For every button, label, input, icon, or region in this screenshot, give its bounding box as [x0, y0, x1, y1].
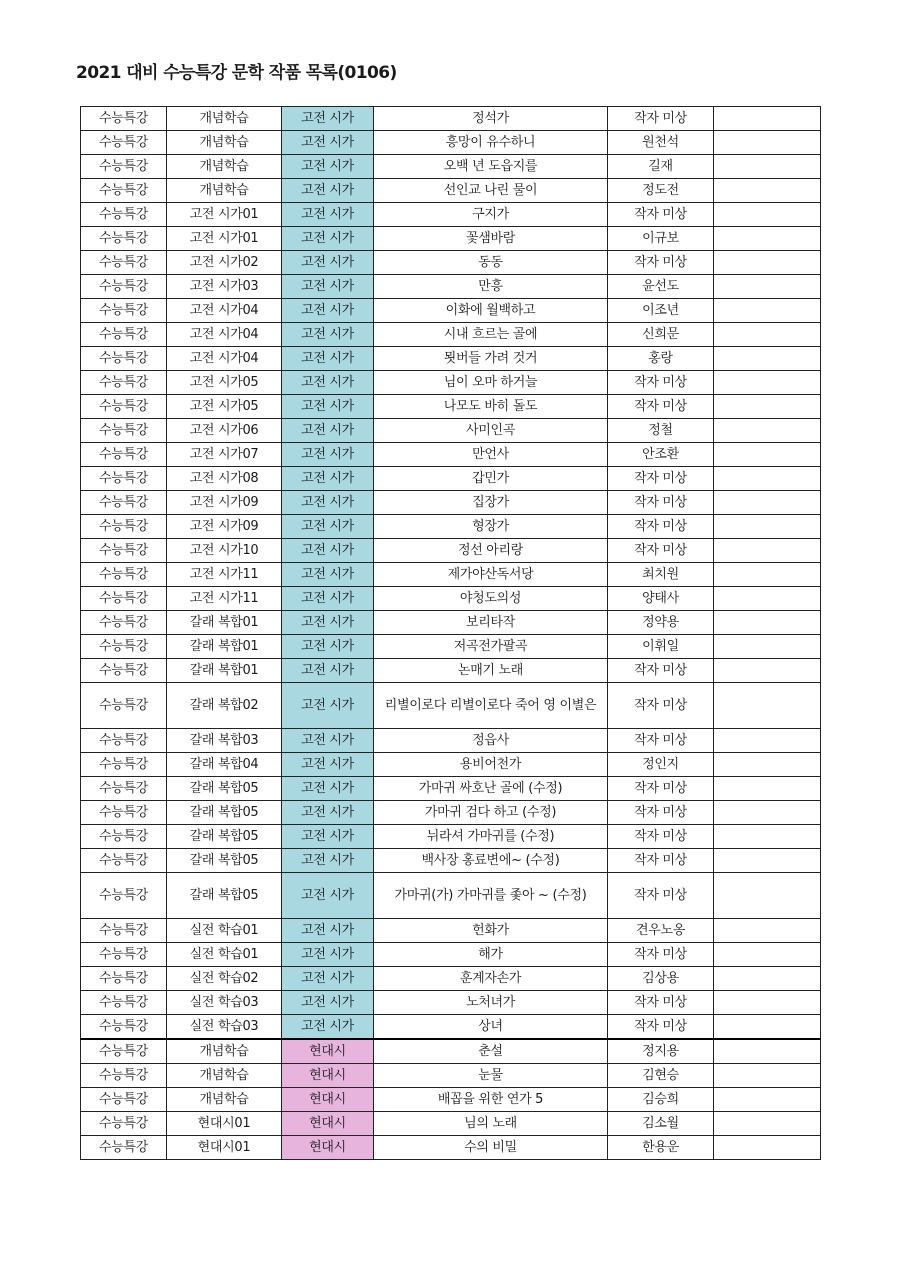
table-row [81, 347, 821, 371]
table-row [81, 275, 821, 299]
note-cell [714, 131, 821, 155]
book-cell: 수능특강 [81, 967, 167, 991]
table-row [81, 395, 821, 419]
unit-cell: 고전 시가03 [167, 275, 282, 299]
genre-cell: 고전 시가 [282, 395, 374, 419]
author-cell: 이조년 [608, 299, 714, 323]
genre-cell: 고전 시가 [282, 991, 374, 1015]
document-title: 2021 대비 수능특강 문학 작품 목록(0106) [76, 63, 397, 83]
table-row [81, 873, 821, 919]
genre-cell: 고전 시가 [282, 443, 374, 467]
table-row [81, 825, 821, 849]
author-cell: 정철 [608, 419, 714, 443]
genre-cell: 고전 시가 [282, 801, 374, 825]
author-cell: 원천석 [608, 131, 714, 155]
table-row [81, 1088, 821, 1112]
book-cell: 수능특강 [81, 395, 167, 419]
unit-cell: 고전 시가07 [167, 443, 282, 467]
note-cell [714, 539, 821, 563]
unit-cell: 갈래 복합05 [167, 873, 282, 919]
author-cell: 작자 미상 [608, 251, 714, 275]
book-cell: 수능특강 [81, 777, 167, 801]
title-cell: 배꼽을 위한 연가 5 [374, 1088, 608, 1112]
work-list-body [81, 107, 821, 1160]
author-cell: 한용운 [608, 1136, 714, 1160]
note-cell [714, 299, 821, 323]
title-cell: 리별이로다 리별이로다 죽어 영 이별은 [374, 683, 608, 729]
unit-cell: 고전 시가05 [167, 395, 282, 419]
book-cell: 수능특강 [81, 131, 167, 155]
unit-cell: 갈래 복합02 [167, 683, 282, 729]
unit-cell: 개념학습 [167, 107, 282, 131]
note-cell [714, 825, 821, 849]
unit-cell: 고전 시가01 [167, 227, 282, 251]
table-row [81, 563, 821, 587]
author-cell: 작자 미상 [608, 515, 714, 539]
table-row [81, 635, 821, 659]
unit-cell: 고전 시가10 [167, 539, 282, 563]
title-cell: 시내 흐르는 골에 [374, 323, 608, 347]
genre-cell: 고전 시가 [282, 467, 374, 491]
table-row [81, 539, 821, 563]
genre-cell: 고전 시가 [282, 491, 374, 515]
genre-cell: 고전 시가 [282, 919, 374, 943]
author-cell: 홍랑 [608, 347, 714, 371]
genre-cell: 고전 시가 [282, 155, 374, 179]
unit-cell: 실전 학습03 [167, 991, 282, 1015]
note-cell [714, 587, 821, 611]
author-cell: 작자 미상 [608, 729, 714, 753]
table-row [81, 179, 821, 203]
title-cell: 집장가 [374, 491, 608, 515]
title-cell: 갑민가 [374, 467, 608, 491]
unit-cell: 현대시01 [167, 1112, 282, 1136]
title-cell: 훈계자손가 [374, 967, 608, 991]
note-cell [714, 563, 821, 587]
genre-cell: 고전 시가 [282, 539, 374, 563]
title-cell: 정읍사 [374, 729, 608, 753]
unit-cell: 고전 시가01 [167, 203, 282, 227]
table-row [81, 849, 821, 873]
unit-cell: 갈래 복합01 [167, 611, 282, 635]
author-cell: 작자 미상 [608, 659, 714, 683]
title-cell: 저곡전가팔곡 [374, 635, 608, 659]
author-cell: 윤선도 [608, 275, 714, 299]
unit-cell: 고전 시가02 [167, 251, 282, 275]
title-cell: 야청도의성 [374, 587, 608, 611]
genre-cell: 고전 시가 [282, 251, 374, 275]
unit-cell: 개념학습 [167, 179, 282, 203]
genre-cell: 고전 시가 [282, 967, 374, 991]
unit-cell: 고전 시가11 [167, 563, 282, 587]
title-cell: 꽃샘바람 [374, 227, 608, 251]
book-cell: 수능특강 [81, 251, 167, 275]
book-cell: 수능특강 [81, 1088, 167, 1112]
title-cell: 정석가 [374, 107, 608, 131]
note-cell [714, 275, 821, 299]
author-cell: 작자 미상 [608, 203, 714, 227]
book-cell: 수능특강 [81, 155, 167, 179]
title-cell: 정선 아리랑 [374, 539, 608, 563]
author-cell: 견우노옹 [608, 919, 714, 943]
unit-cell: 개념학습 [167, 1064, 282, 1088]
table-row [81, 155, 821, 179]
book-cell: 수능특강 [81, 563, 167, 587]
note-cell [714, 347, 821, 371]
title-cell: 용비어천가 [374, 753, 608, 777]
author-cell: 정지용 [608, 1039, 714, 1064]
book-cell: 수능특강 [81, 1039, 167, 1064]
author-cell: 김승희 [608, 1088, 714, 1112]
note-cell [714, 251, 821, 275]
note-cell [714, 203, 821, 227]
author-cell: 작자 미상 [608, 801, 714, 825]
author-cell: 작자 미상 [608, 849, 714, 873]
note-cell [714, 1039, 821, 1064]
table-row [81, 203, 821, 227]
title-cell: 뉘라셔 가마귀를 (수정) [374, 825, 608, 849]
note-cell [714, 1136, 821, 1160]
genre-cell: 고전 시가 [282, 659, 374, 683]
unit-cell: 갈래 복합05 [167, 777, 282, 801]
table-row [81, 967, 821, 991]
author-cell: 정도전 [608, 179, 714, 203]
book-cell: 수능특강 [81, 849, 167, 873]
table-row [81, 107, 821, 131]
title-cell: 묏버들 가려 것거 [374, 347, 608, 371]
book-cell: 수능특강 [81, 729, 167, 753]
genre-cell: 고전 시가 [282, 563, 374, 587]
author-cell: 작자 미상 [608, 825, 714, 849]
table-row [81, 491, 821, 515]
unit-cell: 고전 시가04 [167, 299, 282, 323]
book-cell: 수능특강 [81, 107, 167, 131]
book-cell: 수능특강 [81, 919, 167, 943]
note-cell [714, 1064, 821, 1088]
unit-cell: 개념학습 [167, 131, 282, 155]
genre-cell: 고전 시가 [282, 729, 374, 753]
book-cell: 수능특강 [81, 323, 167, 347]
unit-cell: 갈래 복합01 [167, 635, 282, 659]
author-cell: 정인지 [608, 753, 714, 777]
table-row [81, 943, 821, 967]
table-row [81, 919, 821, 943]
table-row [81, 1015, 821, 1040]
genre-cell: 고전 시가 [282, 299, 374, 323]
note-cell [714, 1015, 821, 1040]
author-cell: 정약용 [608, 611, 714, 635]
unit-cell: 고전 시가04 [167, 323, 282, 347]
unit-cell: 고전 시가04 [167, 347, 282, 371]
note-cell [714, 491, 821, 515]
note-cell [714, 919, 821, 943]
note-cell [714, 659, 821, 683]
genre-cell: 고전 시가 [282, 275, 374, 299]
author-cell: 김현승 [608, 1064, 714, 1088]
title-cell: 상녀 [374, 1015, 608, 1040]
table-row [81, 611, 821, 635]
genre-cell: 고전 시가 [282, 371, 374, 395]
table-row [81, 131, 821, 155]
note-cell [714, 323, 821, 347]
title-cell: 눈물 [374, 1064, 608, 1088]
title-cell: 나모도 바히 돌도 [374, 395, 608, 419]
genre-cell: 고전 시가 [282, 347, 374, 371]
genre-cell: 고전 시가 [282, 419, 374, 443]
book-cell: 수능특강 [81, 659, 167, 683]
note-cell [714, 419, 821, 443]
genre-cell: 고전 시가 [282, 873, 374, 919]
title-cell: 만흥 [374, 275, 608, 299]
note-cell [714, 107, 821, 131]
author-cell: 작자 미상 [608, 371, 714, 395]
genre-cell: 고전 시가 [282, 635, 374, 659]
book-cell: 수능특강 [81, 515, 167, 539]
book-cell: 수능특강 [81, 299, 167, 323]
table-row [81, 515, 821, 539]
title-cell: 해가 [374, 943, 608, 967]
note-cell [714, 777, 821, 801]
book-cell: 수능특강 [81, 825, 167, 849]
book-cell: 수능특강 [81, 347, 167, 371]
genre-cell: 고전 시가 [282, 107, 374, 131]
genre-cell: 현대시 [282, 1136, 374, 1160]
note-cell [714, 395, 821, 419]
author-cell: 작자 미상 [608, 467, 714, 491]
unit-cell: 갈래 복합04 [167, 753, 282, 777]
table-row [81, 1064, 821, 1088]
title-cell: 오백 년 도읍지를 [374, 155, 608, 179]
book-cell: 수능특강 [81, 611, 167, 635]
unit-cell: 개념학습 [167, 155, 282, 179]
title-cell: 사미인곡 [374, 419, 608, 443]
author-cell: 작자 미상 [608, 991, 714, 1015]
genre-cell: 현대시 [282, 1064, 374, 1088]
book-cell: 수능특강 [81, 467, 167, 491]
note-cell [714, 1112, 821, 1136]
author-cell: 작자 미상 [608, 491, 714, 515]
book-cell: 수능특강 [81, 443, 167, 467]
book-cell: 수능특강 [81, 753, 167, 777]
title-cell: 동동 [374, 251, 608, 275]
book-cell: 수능특강 [81, 991, 167, 1015]
author-cell: 작자 미상 [608, 683, 714, 729]
author-cell: 안조환 [608, 443, 714, 467]
unit-cell: 개념학습 [167, 1039, 282, 1064]
book-cell: 수능특강 [81, 179, 167, 203]
title-cell: 백사장 홍료변에~ (수정) [374, 849, 608, 873]
title-cell: 노처녀가 [374, 991, 608, 1015]
table-row [81, 1112, 821, 1136]
author-cell: 작자 미상 [608, 777, 714, 801]
title-cell: 수의 비밀 [374, 1136, 608, 1160]
book-cell: 수능특강 [81, 203, 167, 227]
book-cell: 수능특강 [81, 943, 167, 967]
title-cell: 가마귀 싸호난 골에 (수정) [374, 777, 608, 801]
table-row [81, 753, 821, 777]
book-cell: 수능특강 [81, 1112, 167, 1136]
note-cell [714, 991, 821, 1015]
genre-cell: 고전 시가 [282, 323, 374, 347]
book-cell: 수능특강 [81, 419, 167, 443]
author-cell: 이규보 [608, 227, 714, 251]
author-cell: 신희문 [608, 323, 714, 347]
title-cell: 가마귀(가) 가마귀를 좇아 ~ (수정) [374, 873, 608, 919]
note-cell [714, 635, 821, 659]
book-cell: 수능특강 [81, 1136, 167, 1160]
title-cell: 보리타작 [374, 611, 608, 635]
title-cell: 만언사 [374, 443, 608, 467]
title-cell: 제가야산독서당 [374, 563, 608, 587]
unit-cell: 갈래 복합05 [167, 849, 282, 873]
unit-cell: 실전 학습02 [167, 967, 282, 991]
genre-cell: 고전 시가 [282, 179, 374, 203]
genre-cell: 현대시 [282, 1088, 374, 1112]
book-cell: 수능특강 [81, 1015, 167, 1040]
note-cell [714, 155, 821, 179]
genre-cell: 고전 시가 [282, 753, 374, 777]
author-cell: 김소월 [608, 1112, 714, 1136]
book-cell: 수능특강 [81, 371, 167, 395]
note-cell [714, 467, 821, 491]
book-cell: 수능특강 [81, 801, 167, 825]
table-row [81, 443, 821, 467]
note-cell [714, 849, 821, 873]
work-list-table [80, 106, 821, 1160]
note-cell [714, 611, 821, 635]
table-row [81, 299, 821, 323]
table-row [81, 371, 821, 395]
genre-cell: 고전 시가 [282, 849, 374, 873]
table-row [81, 467, 821, 491]
genre-cell: 고전 시가 [282, 1015, 374, 1040]
unit-cell: 갈래 복합05 [167, 801, 282, 825]
genre-cell: 고전 시가 [282, 683, 374, 729]
title-cell: 이화에 월백하고 [374, 299, 608, 323]
book-cell: 수능특강 [81, 1064, 167, 1088]
book-cell: 수능특강 [81, 683, 167, 729]
table-row [81, 991, 821, 1015]
book-cell: 수능특강 [81, 491, 167, 515]
book-cell: 수능특강 [81, 873, 167, 919]
note-cell [714, 515, 821, 539]
table-row [81, 729, 821, 753]
unit-cell: 실전 학습01 [167, 943, 282, 967]
unit-cell: 실전 학습01 [167, 919, 282, 943]
note-cell [714, 227, 821, 251]
book-cell: 수능특강 [81, 587, 167, 611]
title-cell: 헌화가 [374, 919, 608, 943]
genre-cell: 고전 시가 [282, 587, 374, 611]
author-cell: 길재 [608, 155, 714, 179]
unit-cell: 고전 시가09 [167, 515, 282, 539]
table-row [81, 419, 821, 443]
genre-cell: 현대시 [282, 1112, 374, 1136]
note-cell [714, 1088, 821, 1112]
note-cell [714, 443, 821, 467]
table-row [81, 587, 821, 611]
table-row [81, 323, 821, 347]
table-row [81, 1136, 821, 1160]
title-cell: 님이 오마 하거늘 [374, 371, 608, 395]
author-cell: 작자 미상 [608, 395, 714, 419]
table-row [81, 659, 821, 683]
note-cell [714, 943, 821, 967]
unit-cell: 고전 시가09 [167, 491, 282, 515]
unit-cell: 고전 시가05 [167, 371, 282, 395]
unit-cell: 고전 시가11 [167, 587, 282, 611]
author-cell: 작자 미상 [608, 873, 714, 919]
unit-cell: 고전 시가08 [167, 467, 282, 491]
genre-cell: 고전 시가 [282, 131, 374, 155]
note-cell [714, 753, 821, 777]
book-cell: 수능특강 [81, 227, 167, 251]
book-cell: 수능특강 [81, 635, 167, 659]
author-cell: 이휘일 [608, 635, 714, 659]
genre-cell: 현대시 [282, 1039, 374, 1064]
book-cell: 수능특강 [81, 275, 167, 299]
author-cell: 작자 미상 [608, 107, 714, 131]
unit-cell: 갈래 복합03 [167, 729, 282, 753]
author-cell: 작자 미상 [608, 1015, 714, 1040]
genre-cell: 고전 시가 [282, 203, 374, 227]
unit-cell: 고전 시가06 [167, 419, 282, 443]
title-cell: 형장가 [374, 515, 608, 539]
author-cell: 김상용 [608, 967, 714, 991]
unit-cell: 갈래 복합01 [167, 659, 282, 683]
unit-cell: 실전 학습03 [167, 1015, 282, 1040]
table-row [81, 801, 821, 825]
title-cell: 님의 노래 [374, 1112, 608, 1136]
note-cell [714, 873, 821, 919]
genre-cell: 고전 시가 [282, 227, 374, 251]
title-cell: 논매기 노래 [374, 659, 608, 683]
table-row [81, 227, 821, 251]
genre-cell: 고전 시가 [282, 611, 374, 635]
unit-cell: 갈래 복합05 [167, 825, 282, 849]
title-cell: 가마귀 검다 하고 (수정) [374, 801, 608, 825]
note-cell [714, 683, 821, 729]
title-cell: 흥망이 유수하니 [374, 131, 608, 155]
author-cell: 작자 미상 [608, 539, 714, 563]
unit-cell: 개념학습 [167, 1088, 282, 1112]
note-cell [714, 371, 821, 395]
note-cell [714, 801, 821, 825]
note-cell [714, 179, 821, 203]
book-cell: 수능특강 [81, 539, 167, 563]
title-cell: 선인교 나린 물이 [374, 179, 608, 203]
table-row [81, 777, 821, 801]
note-cell [714, 729, 821, 753]
author-cell: 작자 미상 [608, 943, 714, 967]
unit-cell: 현대시01 [167, 1136, 282, 1160]
genre-cell: 고전 시가 [282, 777, 374, 801]
note-cell [714, 967, 821, 991]
author-cell: 최치원 [608, 563, 714, 587]
genre-cell: 고전 시가 [282, 825, 374, 849]
table-row [81, 683, 821, 729]
title-cell: 구지가 [374, 203, 608, 227]
genre-cell: 고전 시가 [282, 943, 374, 967]
table-row [81, 1039, 821, 1064]
title-cell: 춘설 [374, 1039, 608, 1064]
author-cell: 양태사 [608, 587, 714, 611]
genre-cell: 고전 시가 [282, 515, 374, 539]
table-row [81, 251, 821, 275]
